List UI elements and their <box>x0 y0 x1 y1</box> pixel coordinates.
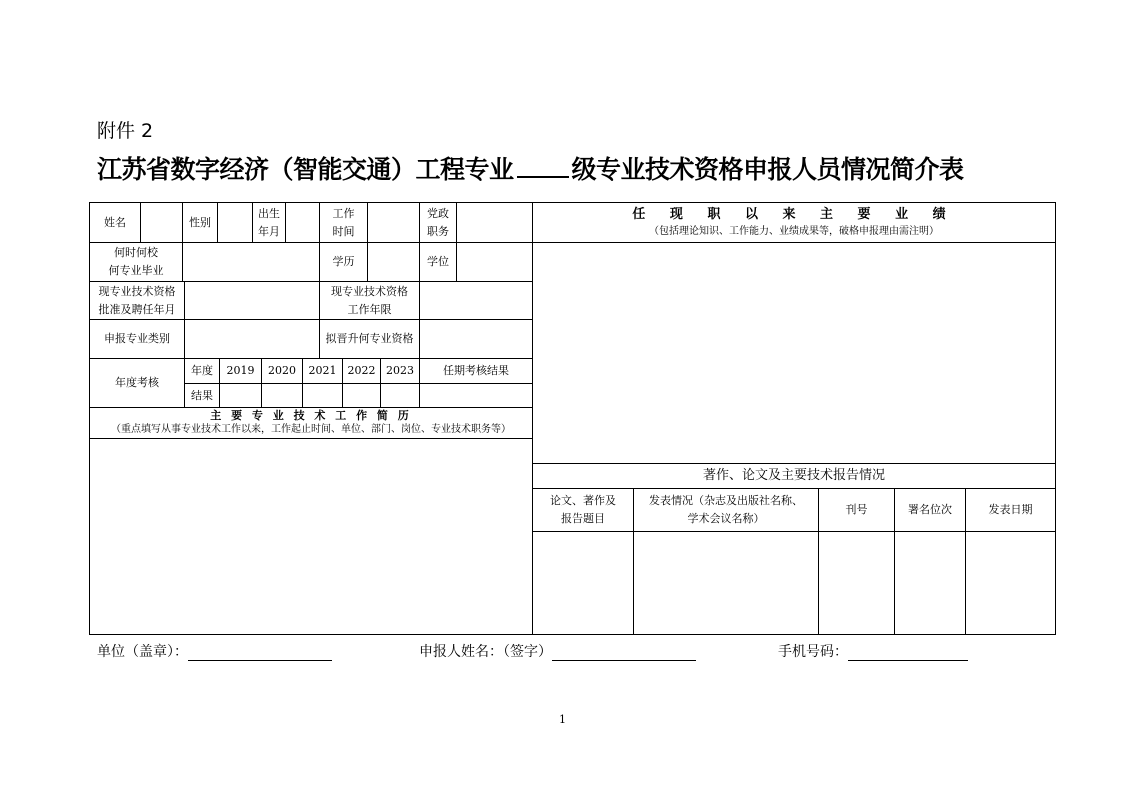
pub-col-issue: 刊号 <box>845 503 868 516</box>
year-2023: 2023 <box>386 364 414 377</box>
year-2022: 2022 <box>347 364 376 377</box>
pub-col-author-order: 署名位次 <box>908 503 952 516</box>
result-2023-field[interactable] <box>381 384 419 407</box>
result-2019-field[interactable] <box>220 384 261 407</box>
birth-label: 出生 年月 <box>258 206 280 238</box>
qual-years-field[interactable] <box>420 282 532 319</box>
gender-field[interactable] <box>218 203 252 242</box>
apply-category-label: 申报专业类别 <box>104 332 170 345</box>
qual-approve-field[interactable] <box>185 282 319 319</box>
pub-date-field[interactable] <box>966 532 1055 634</box>
phone-label: 手机号码： <box>778 644 848 660</box>
page-number: 1 <box>559 713 566 726</box>
graduate-label: 何时何校 何专业毕业 <box>108 246 164 277</box>
result-2021-field[interactable] <box>303 384 342 407</box>
party-post-field[interactable] <box>457 203 532 242</box>
pub-author-order-field[interactable] <box>895 532 965 634</box>
birth-field[interactable] <box>286 203 319 242</box>
attachment-label: 附件 2 <box>97 120 154 142</box>
degree-field[interactable] <box>457 243 532 281</box>
achievements-title: 任 现 职 以 来 主 要 业 绩 <box>632 206 956 222</box>
resume-title: 主 要 专 业 技 术 工 作 简 历 <box>210 409 412 422</box>
term-result-field[interactable] <box>420 384 532 407</box>
form-title <box>97 150 964 186</box>
title-part-1: 江苏省数字经济（智能交通）工程专业 <box>97 155 514 184</box>
graduate-field[interactable] <box>183 243 319 281</box>
publications-title: 著作、论文及主要技术报告情况 <box>702 468 885 483</box>
achievements-note: （包括理论知识、工作能力、业绩成果等，破格申报理由需注明） <box>649 225 939 237</box>
resume-field[interactable] <box>90 439 532 634</box>
qual-years-label: 现专业技术资格 工作年限 <box>331 284 408 316</box>
applicant-signature-line[interactable] <box>552 645 696 661</box>
resume-note: （重点填写从事专业技术工作以来，工作起止时间、单位、部门、岗位、专业技术职务等） <box>111 424 511 435</box>
pub-col-date: 发表日期 <box>988 503 1033 516</box>
achievements-header <box>533 203 1055 242</box>
annual-review-label: 年度考核 <box>115 376 159 389</box>
promote-qual-field[interactable] <box>420 320 532 358</box>
education-label: 学历 <box>332 255 355 268</box>
gender-label: 性别 <box>189 215 211 229</box>
title-part-2: 级专业技术资格申报人员情况简介表 <box>571 155 964 184</box>
applicant-signature-label: 申报人姓名：（签字） <box>419 644 552 660</box>
pub-col-venue: 发表情况（杂志及出版社名称、 学术会议名称） <box>649 494 803 525</box>
pub-col-title: 论文、著作及 报告题目 <box>550 494 616 525</box>
year-2019: 2019 <box>226 364 255 377</box>
resume-header <box>90 408 532 438</box>
unit-stamp-line[interactable] <box>188 645 332 661</box>
unit-stamp <box>97 641 332 661</box>
applicant-signature <box>419 641 696 661</box>
phone <box>778 641 968 661</box>
year-2020: 2020 <box>268 364 296 377</box>
year-2021: 2021 <box>308 364 337 377</box>
education-field[interactable] <box>368 243 419 281</box>
level-blank[interactable] <box>517 154 569 178</box>
qual-approve-label: 现专业技术资格 批准及聘任年月 <box>98 284 176 316</box>
result-2020-field[interactable] <box>262 384 302 407</box>
pub-venue-field[interactable] <box>634 532 818 634</box>
work-time-label: 工作 时间 <box>332 206 355 238</box>
pub-issue-field[interactable] <box>819 532 894 634</box>
year-label: 年度 <box>191 364 213 377</box>
promote-qual-label: 拟晋升何专业资格 <box>325 332 414 345</box>
unit-stamp-label: 单位（盖章）： <box>97 644 188 660</box>
apply-category-field[interactable] <box>185 320 319 358</box>
name-field[interactable] <box>141 203 182 242</box>
result-label: 结果 <box>191 388 213 402</box>
name-label: 姓名 <box>104 215 126 229</box>
result-2022-field[interactable] <box>343 384 380 407</box>
pub-title-field[interactable] <box>533 532 633 634</box>
term-result-label: 任期考核结果 <box>443 364 509 377</box>
party-post-label: 党政 职务 <box>427 206 449 238</box>
achievements-field[interactable] <box>533 243 1055 463</box>
work-time-field[interactable] <box>368 203 419 242</box>
phone-line[interactable] <box>848 645 968 661</box>
degree-label: 学位 <box>427 255 449 268</box>
